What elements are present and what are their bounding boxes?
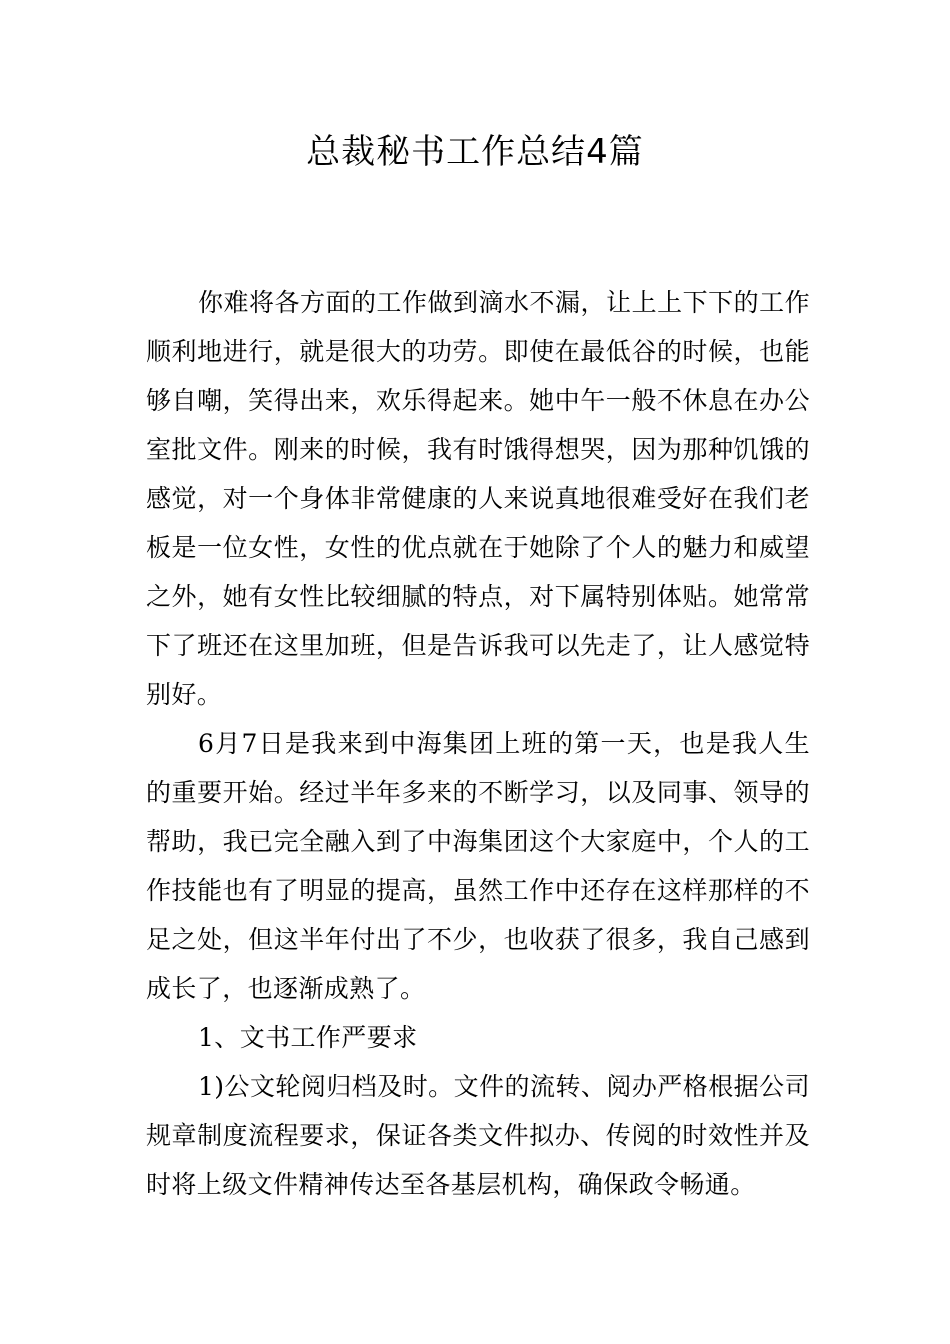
section-heading-1: 1、文书工作严要求 (198, 1023, 418, 1052)
paragraph-2: 6月7日是我来到中海集团上班的第一天，也是我人生的重要开始。经过半年多来的不断学习，以及同事、领导的帮助，我已完全融入到了中海集团这个大家庭中，个人的工作技能也有了明显的提高，虽然工作中还存在这样那样的不足之处，但这半年付出了不少，也收获了很多，我自己感到成长了，也逐渐成熟了。 (146, 729, 810, 1003)
document-body (146, 278, 810, 1209)
paragraph-1: 你难将各方面的工作做到滴水不漏，让上上下下的工作顺利地进行，就是很大的功劳。即使在最低谷的时候，也能够自嘲，笑得出来，欢乐得起来。她中午一般不休息在办公室批文件。刚来的时候，我有时饿得想哭，因为那种饥饿的感觉，对一个身体非常健康的人来说真地很难受好在我们老板是一位女性，女性的优点就在于她除了个人的魅力和威望之外，她有女性比较细腻的特点，对下属特别体贴。她常常下了班还在这里加班，但是告诉我可以先走了，让人感觉特别好。 (146, 288, 810, 709)
document-title: 总裁秘书工作总结4篇 (306, 132, 644, 172)
paragraph-3: 1)公文轮阅归档及时。文件的流转、阅办严格根据公司规章制度流程要求，保证各类文件拟办、传阅的时效性并及时将上级文件精神传达至各基层机构，确保政令畅通。 (146, 1072, 810, 1199)
